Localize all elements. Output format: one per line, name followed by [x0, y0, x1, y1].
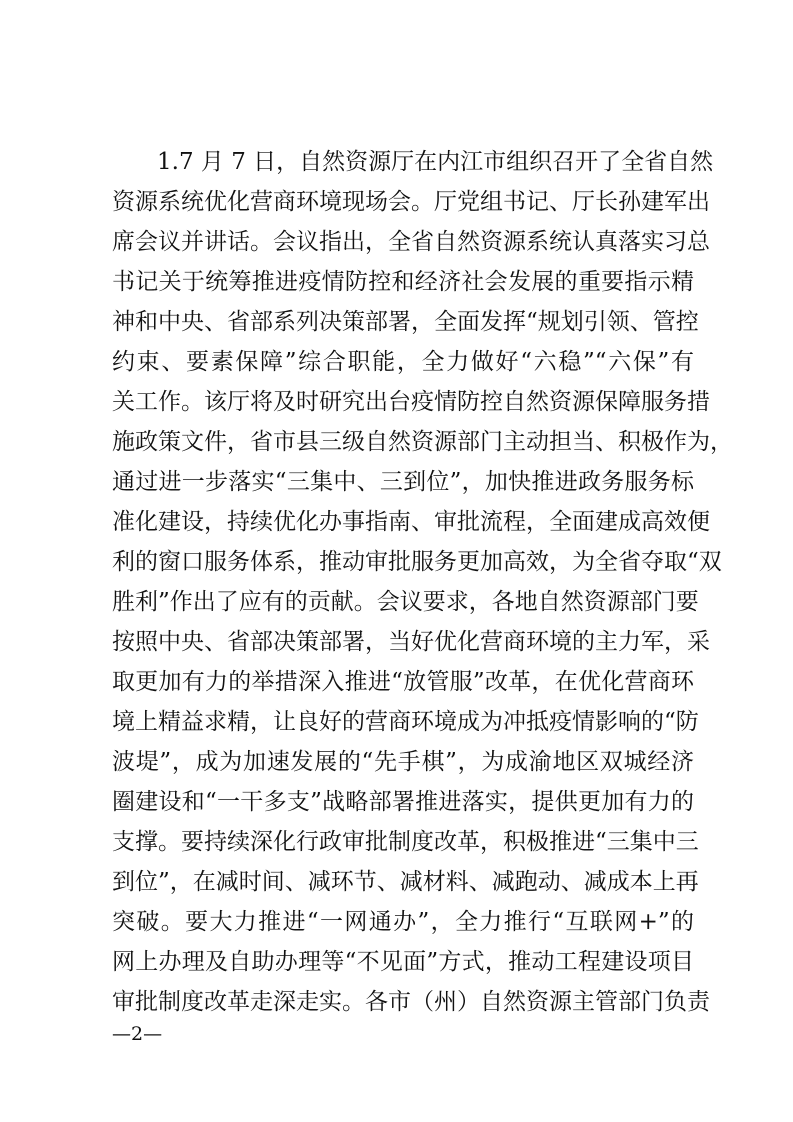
paragraph-line-10: 准化建设，持续优化办事指南、审批流程，全面建成高效便 — [112, 509, 710, 535]
paragraph-line-6: 约束、要素保障”综合职能，全力做好“六稳”“六保”有 — [112, 349, 694, 375]
paragraph-line-20: 突破。要大力推进“一网通办”，全力推行“互联网+”的 — [112, 909, 694, 935]
paragraph-line-8: 施政策文件，省市县三级自然资源部门主动担当、积极作为， — [112, 429, 733, 455]
paragraph-line-11: 利的窗口服务体系，推动审批服务更加高效，为全省夺取“双 — [112, 549, 722, 575]
paragraph-line-17: 圈建设和“一干多支”战略部署推进落实，提供更加有力的 — [112, 789, 694, 815]
paragraph-line-4: 书记关于统筹推进疫情防控和经济社会发展的重要指示精 — [112, 269, 694, 295]
paragraph-line-3: 席会议并讲话。会议指出，全省自然资源系统认真落实习总 — [112, 229, 710, 255]
paragraph-line-14: 取更加有力的举措深入推进“放管服”改革，在优化营商环 — [112, 669, 694, 695]
paragraph-line-15: 境上精益求精，让良好的营商环境成为冲抵疫情影响的“防 — [112, 709, 699, 735]
page-number: —2— — [112, 1023, 163, 1045]
paragraph-line-21: 网上办理及自助办理等“不见面”方式，推动工程建设项目 — [112, 949, 694, 975]
paragraph-line-13: 按照中央、省部决策部署，当好优化营商环境的主力军，采 — [112, 629, 710, 655]
paragraph-line-12: 胜利”作出了应有的贡献。会议要求，各地自然资源部门要 — [112, 589, 699, 615]
paragraph-line-9: 通过进一步落实“三集中、三到位”，加快推进政务服务标 — [112, 469, 694, 495]
paragraph-line-18: 支撑。要持续深化行政审批制度改革，积极推进“三集中三 — [112, 829, 699, 855]
paragraph-line-7: 关工作。该厅将及时研究出台疫情防控自然资源保障服务措 — [112, 389, 710, 415]
paragraph-line-5: 神和中央、省部系列决策部署，全面发挥“规划引领、管控 — [112, 309, 699, 335]
paragraph-line-19: 到位”，在减时间、减环节、减材料、减跑动、减成本上再 — [112, 869, 699, 895]
paragraph-line-2: 资源系统优化营商环境现场会。厅党组书记、厅长孙建军出 — [112, 189, 710, 215]
paragraph-line-22: 审批制度改革走深走实。各市（州）自然资源主管部门负责 — [112, 989, 710, 1015]
paragraph-line-16: 波堤”，成为加速发展的“先手棋”，为成渝地区双城经济 — [112, 749, 694, 775]
paragraph-line-1: 1.7 月 7 日，自然资源厅在内江市组织召开了全省自然 — [157, 149, 714, 175]
